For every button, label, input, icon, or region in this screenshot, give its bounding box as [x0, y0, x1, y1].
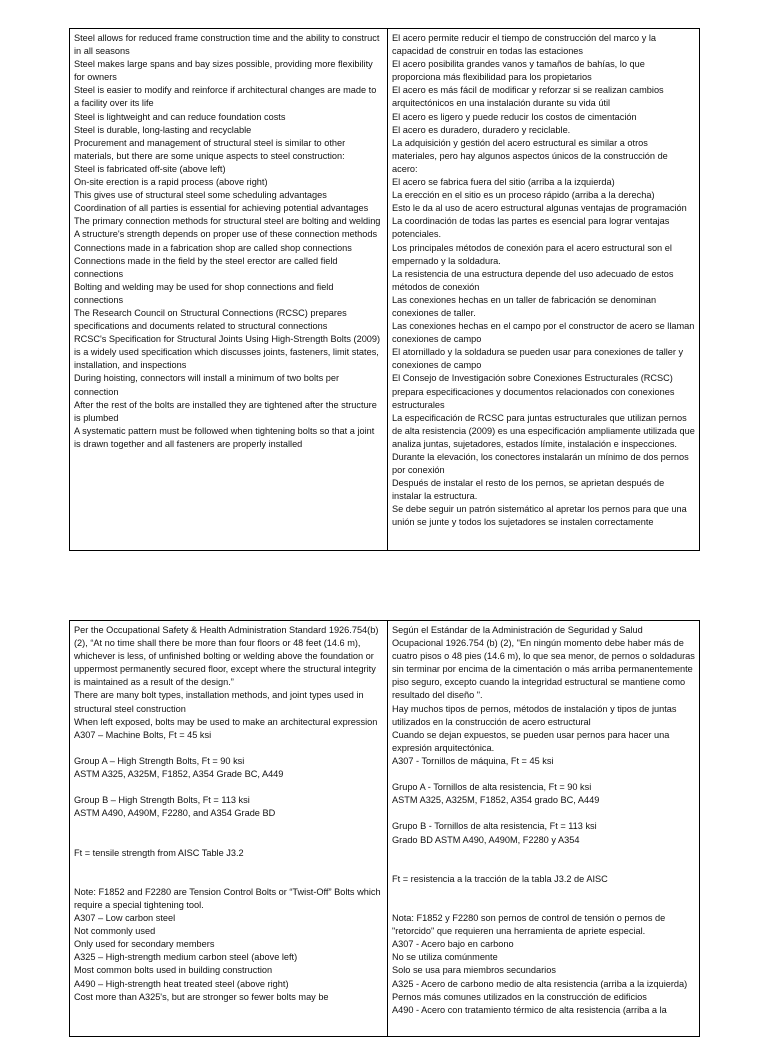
spacer	[74, 860, 383, 886]
text-line: Los principales métodos de conexión para el acero estructural son el empernado y la soldadura.	[392, 242, 672, 266]
text-line: A307 – Low carbon steel	[74, 913, 176, 924]
spacer	[74, 742, 383, 755]
text-line: El acero es ligero y puede reducir los costos de cimentación	[392, 111, 637, 122]
text-line: Grupo B - Tornillos de alta resistencia, Ft = 113 ksi	[392, 821, 597, 832]
text-line: El atornillado y la soldadura se pueden usar para conexiones de taller y conexiones de campo	[392, 347, 684, 371]
text-line: Grado BD ASTM A490, A490M, F2280 y A354	[392, 834, 580, 845]
text-line: A structure's strength depends on proper use of these connection methods	[74, 229, 378, 240]
text-line: Steel is durable, long-lasting and recyclable	[74, 124, 252, 135]
text-line: Per the Occupational Safety & Health Administration Standard 1926.754(b)(2), “At no time shall there be more than four floors or 48 feet (14.6 m), whichever is less, of unfinished bolting or welding above the foundation or uppermost permanently secured floor, except where the structural integrity is maintained as a result of the design.”	[74, 625, 379, 688]
text-line: RCSC's Specification for Structural Joints Using High-Strength Bolts (2009) is a widely used specification which discusses joints, fasteners, limit states, installation, and inspections	[74, 334, 381, 371]
text-line: Cost more than A325's, but are stronger so fewer bolts may be	[74, 991, 329, 1002]
text-line: Cuando se dejan expuestos, se pueden usar pernos para hacer una expresión arquitectónica.	[392, 729, 670, 753]
text-line: La erección en el sitio es un proceso rápido (arriba a la derecha)	[392, 190, 655, 201]
spacer	[392, 847, 695, 873]
text-line: Steel makes large spans and bay sizes possible, providing more flexibility for owners	[74, 59, 373, 83]
text-line: El acero se fabrica fuera del sitio (arriba a la izquierda)	[392, 177, 615, 188]
text-line: Procurement and management of structural steel is similar to other materials, but there are some unique aspects to steel construction:	[74, 137, 346, 161]
text-line: When left exposed, bolts may be used to make an architectural expression	[74, 716, 378, 727]
translation-table-2	[69, 620, 700, 1037]
text-line: La especificación de RCSC para juntas estructurales que utilizan pernos de alta resistencia (2009) es una especificación ampliamente utilizada que analiza juntas, sujetadores, estados límite, instalación e inspecciones.	[392, 412, 695, 449]
text-line: A325 – High-strength medium carbon steel (above left)	[74, 952, 298, 963]
text-line: El acero es duradero, duradero y reciclable.	[392, 124, 571, 135]
text-line: A systematic pattern must be followed when tightening bolts so that a joint is drawn together and all fasteners are properly installed	[74, 425, 375, 449]
table-row	[70, 29, 700, 551]
text-line: Pernos más comunes utilizados en la construcción de edificios	[392, 991, 647, 1002]
text-line: La adquisición y gestión del acero estructural es similar a otros materiales, pero hay algunos aspectos únicos de la construcción de acero:	[392, 137, 668, 174]
text-line: A307 - Tornillos de máquina, Ft = 45 ksi	[392, 755, 554, 766]
spanish-column	[388, 621, 700, 1037]
spacer	[392, 886, 695, 912]
text-line: Nota: F1852 y F2280 son pernos de control de tensión o pernos de "retorcido" que requieren una herramienta de apriete especial.	[392, 913, 666, 937]
text-line: Note: F1852 and F2280 are Tension Control Bolts or “Twist-Off” Bolts which require a special tightening tool.	[74, 886, 381, 910]
text-line: El acero es más fácil de modificar y reforzar si se realizan cambios arquitectónicos en una instalación durante su vida útil	[392, 85, 664, 109]
text-line: After the rest of the bolts are installed they are tightened after the structure is plumbed	[74, 399, 377, 423]
text-line: Steel allows for reduced frame construction time and the ability to construct in all seasons	[74, 33, 380, 57]
text-line: There are many bolt types, installation methods, and joint types used in structural steel construction	[74, 690, 364, 714]
text-line: Steel is fabricated off-site (above left)	[74, 163, 226, 174]
text-line: Only used for secondary members	[74, 939, 215, 950]
text-line: El acero permite reducir el tiempo de construcción del marco y la capacidad de construir en todas las estaciones	[392, 33, 657, 57]
text-line: Group A – High Strength Bolts, Ft = 90 ksi	[74, 755, 245, 766]
text-line: Durante la elevación, los conectores instalarán un mínimo de dos pernos por conexión	[392, 452, 689, 476]
text-line: Connections made in the field by the steel erector are called field connections	[74, 255, 338, 279]
text-line: Solo se usa para miembros secundarios	[392, 965, 556, 976]
text-line: Ft = resistencia a la tracción de la tabla J3.2 de AISC	[392, 873, 608, 884]
text-line: Las conexiones hechas en un taller de fabricación se denominan conexiones de taller.	[392, 294, 657, 318]
spacer	[74, 781, 383, 794]
text-line: A325 - Acero de carbono medio de alta resistencia (arriba a la izquierda)	[392, 978, 688, 989]
text-line: This gives use of structural steel some scheduling advantages	[74, 190, 327, 201]
text-line: The primary connection methods for structural steel are bolting and welding	[74, 216, 381, 227]
text-line: A490 – High-strength heat treated steel (above right)	[74, 978, 289, 989]
spacer	[392, 807, 695, 820]
text-line: ASTM A325, A325M, F1852, A354 grado BC, A449	[392, 795, 600, 806]
text-line: El Consejo de Investigación sobre Conexiones Estructurales (RCSC) prepara especificaciones y documentos relacionados con conexiones estructurales	[392, 373, 675, 410]
text-line: Coordination of all parties is essential for achieving potential advantages	[74, 203, 369, 214]
text-line: Esto le da al uso de acero estructural algunas ventajas de programación	[392, 203, 687, 214]
text-line: Las conexiones hechas en el campo por el constructor de acero se llaman conexiones de campo	[392, 321, 695, 345]
text-line: ASTM A325, A325M, F1852, A354 Grade BC, A449	[74, 769, 284, 780]
spacer	[74, 820, 383, 846]
text-line: Después de instalar el resto de los pernos, se aprietan después de instalar la estructura.	[392, 478, 665, 502]
text-line: Se debe seguir un patrón sistemático al apretar los pernos para que una unión se junte y todos los sujetadores se instalen correctamente	[392, 504, 687, 528]
text-line: A490 - Acero con tratamiento térmico de alta resistencia (arriba a la	[392, 1004, 667, 1015]
spacer	[392, 768, 695, 781]
english-column	[70, 29, 388, 551]
text-line: Most common bolts used in building construction	[74, 965, 273, 976]
text-line: Bolting and welding may be used for shop connections and field connections	[74, 281, 334, 305]
text-line: Steel is lightweight and can reduce foundation costs	[74, 111, 286, 122]
text-line: The Research Council on Structural Connections (RCSC) prepares specifications and documents related to structural connections	[74, 307, 347, 332]
text-line: Ft = tensile strength from AISC Table J3.2	[74, 847, 244, 858]
text-line: ASTM A490, A490M, F2280, and A354 Grade BD	[74, 808, 276, 819]
text-line: Steel is easier to modify and reinforce if architectural changes are made to a facility over its life	[74, 85, 377, 109]
text-line: Connections made in a fabrication shop are called shop connections	[74, 242, 352, 253]
english-column	[70, 621, 388, 1037]
text-line: El acero posibilita grandes vanos y tamaños de bahías, lo que proporciona más flexibilidad para los propietarios	[392, 59, 645, 83]
text-line: Grupo A - Tornillos de alta resistencia, Ft = 90 ksi	[392, 782, 592, 793]
text-line: A307 – Machine Bolts, Ft = 45 ksi	[74, 729, 212, 740]
text-line: No se utiliza comúnmente	[392, 952, 498, 963]
table-row	[70, 621, 700, 1037]
text-line: Según el Estándar de la Administración de Seguridad y Salud Ocupacional 1926.754 (b) (2), "En ningún momento debe haber más de cuatro pisos o 48 pies (14.6 m), lo que sea menor, de pernos o soldaduras sin terminar por encima de la cimentación o más arriba permanentemente piso seguro, excepto cuando la integridad estructural se mantiene como resultado del diseño ".	[392, 625, 695, 701]
text-line: La resistencia de una estructura depende del uso adecuado de estos métodos de conexión	[392, 268, 674, 292]
translation-table-1	[69, 28, 700, 551]
text-line: On-site erection is a rapid process (above right)	[74, 177, 268, 188]
text-line: A307 - Acero bajo en carbono	[392, 939, 514, 950]
text-line: La coordinación de todas las partes es esencial para lograr ventajas potenciales.	[392, 216, 670, 240]
text-line: Hay muchos tipos de pernos, métodos de instalación y tipos de juntas utilizados en la construcción de acero estructural	[392, 703, 677, 727]
text-line: Group B – High Strength Bolts, Ft = 113 ksi	[74, 795, 250, 806]
text-line: Not commonly used	[74, 926, 156, 937]
text-line: During hoisting, connectors will install a minimum of two bolts per connection	[74, 373, 340, 397]
spanish-column	[388, 29, 700, 551]
